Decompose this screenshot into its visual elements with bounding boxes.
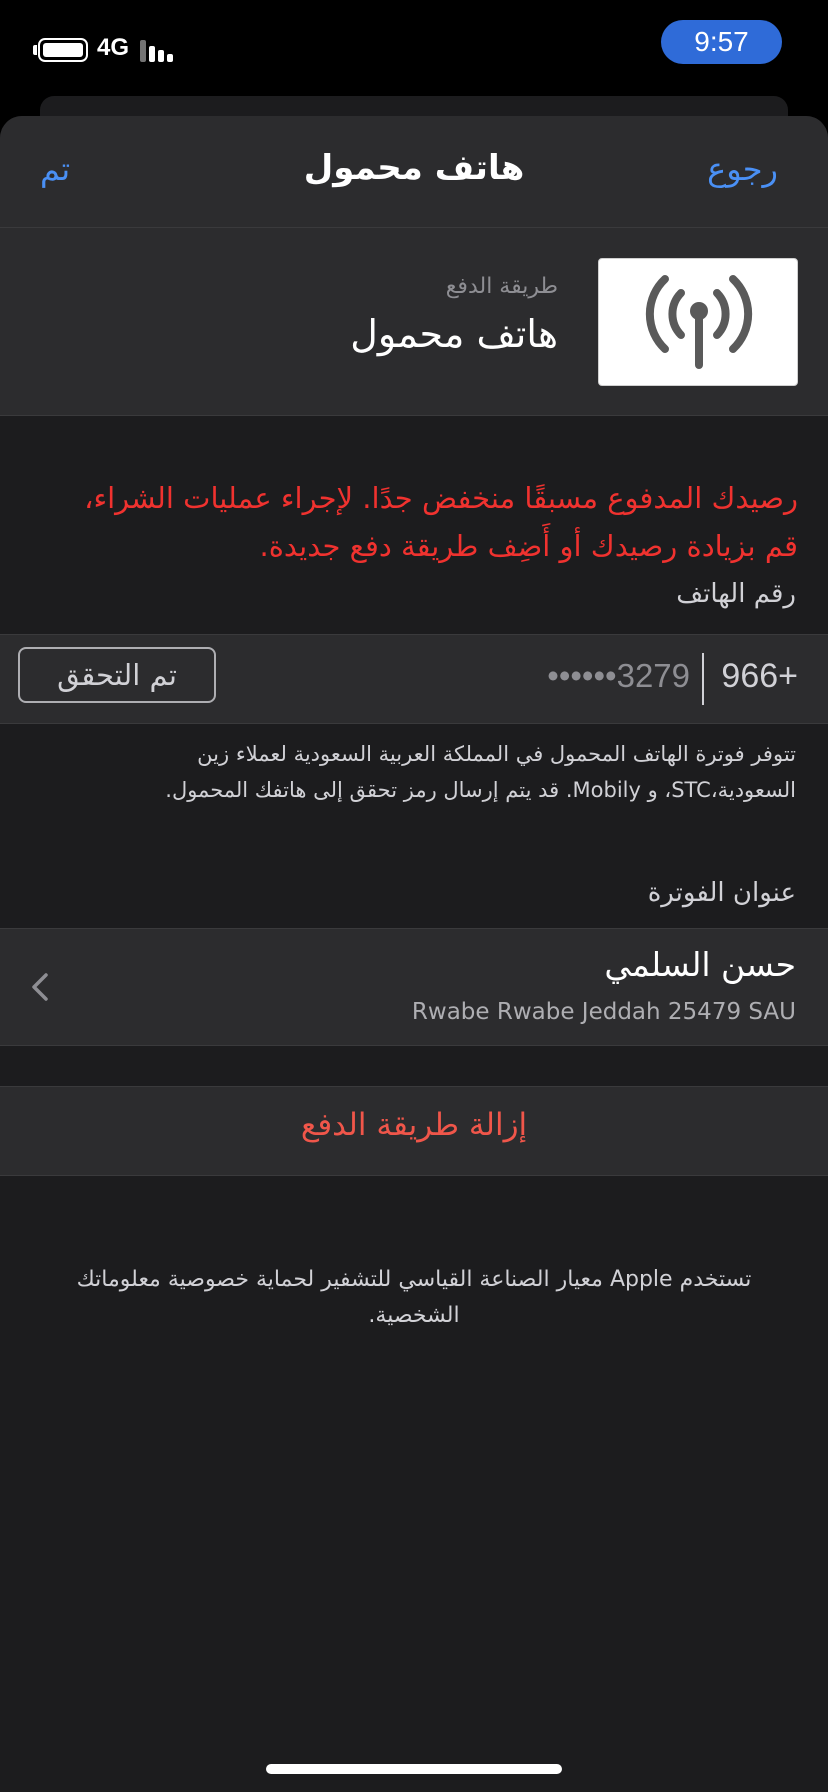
country-code: 966+	[721, 657, 798, 695]
battery-icon	[38, 38, 88, 62]
page-title: هاتف محمول	[303, 148, 525, 188]
carrier-info-text	[100, 736, 796, 808]
verified-button[interactable]: تم التحقق	[18, 647, 216, 703]
privacy-line-2: الشخصية.	[368, 1303, 460, 1328]
status-time[interactable]: 9:57	[661, 20, 782, 64]
battery-tip	[33, 45, 37, 55]
chevron-left-icon	[26, 969, 56, 1005]
back-button[interactable]: رجوع	[707, 150, 778, 188]
masked-phone-number: ••••••3279	[547, 657, 690, 694]
remove-payment-button[interactable]: إزالة طريقة الدفع	[300, 1107, 528, 1143]
payment-logo	[598, 258, 798, 386]
phone-divider	[702, 653, 704, 705]
privacy-notice	[40, 1262, 788, 1334]
payment-method-name: هاتف محمول	[350, 312, 558, 356]
carrier-info-line-1: تتوفر فوترة الهاتف المحمول في المملكة العربية السعودية لعملاء زين	[197, 742, 796, 766]
low-balance-warning	[30, 474, 798, 570]
navigation-bar	[0, 116, 828, 228]
phone-section-label: رقم الهاتف	[676, 579, 796, 609]
status-bar	[0, 0, 828, 100]
billing-address: Rwabe Rwabe Jeddah 25479 SAU	[411, 999, 796, 1025]
warning-line-1: رصيدك المدفوع مسبقًا منخفض جدًا. لإجراء عمليات الشراء،	[84, 481, 798, 515]
payment-sheet	[0, 116, 828, 1792]
billing-name: حسن السلمي	[604, 945, 796, 984]
antenna-signal-icon	[599, 259, 799, 387]
phone-number-row	[0, 634, 828, 724]
network-type: 4G	[97, 34, 130, 61]
done-button[interactable]: تم	[40, 150, 71, 188]
remove-payment-row[interactable]	[0, 1086, 828, 1176]
signal-strength-icon	[140, 36, 176, 62]
home-indicator[interactable]	[266, 1764, 562, 1774]
billing-address-row[interactable]	[0, 928, 828, 1046]
payment-method-label: طريقة الدفع	[445, 274, 558, 299]
privacy-line-1: تستخدم Apple معيار الصناعة القياسي للتشفير لحماية خصوصية معلوماتك	[76, 1267, 752, 1292]
warning-line-2: قم بزيادة رصيدك أو أَضِف طريقة دفع جديدة.	[259, 529, 798, 563]
billing-section-label: عنوان الفوترة	[647, 878, 796, 908]
carrier-info-line-2: السعودية،STC، و Mobily. قد يتم إرسال رمز تحقق إلى هاتفك المحمول.	[165, 778, 796, 802]
